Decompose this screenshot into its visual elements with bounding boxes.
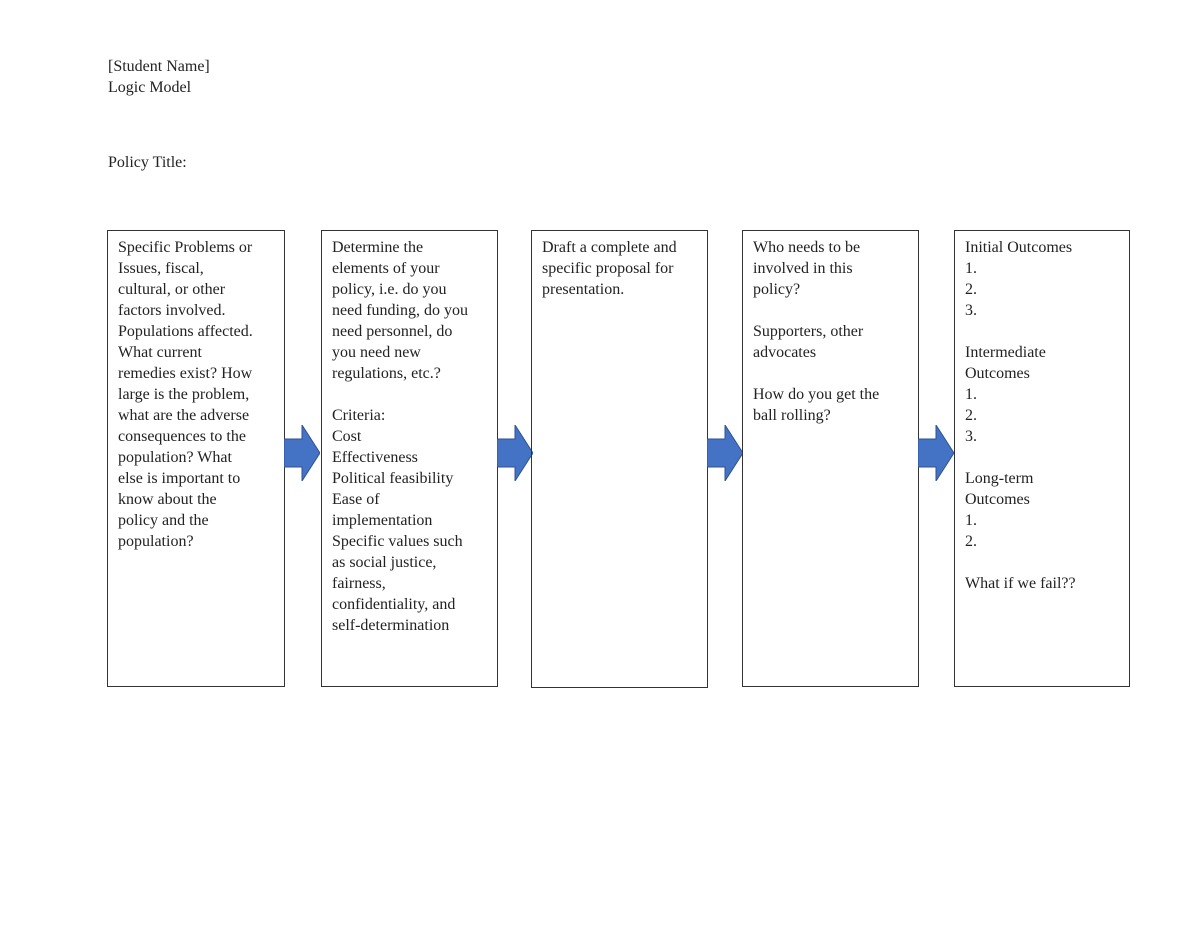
outcomes-line: 1. (965, 512, 977, 529)
elements-line: confidentiality, and (332, 596, 456, 613)
policy-title-label: Policy Title: (108, 154, 187, 171)
stakeholders-line (753, 363, 908, 384)
elements-line: Specific values such (332, 533, 463, 550)
problems-line: know about the (118, 491, 217, 508)
student-name: [Student Name] (108, 58, 210, 75)
stakeholders-box (742, 230, 919, 687)
stakeholders-line: Who needs to be (753, 239, 861, 256)
elements-line (332, 384, 487, 405)
elements-box (321, 230, 498, 687)
elements-line: Political feasibility (332, 470, 454, 487)
elements-line: Effectiveness (332, 449, 418, 466)
problems-line: large is the problem, (118, 386, 250, 403)
problems-line: What current (118, 344, 202, 361)
outcomes-line: 1. (965, 260, 977, 277)
elements-line: regulations, etc.? (332, 365, 441, 382)
elements-line: need funding, do you (332, 302, 468, 319)
outcomes-line (965, 447, 1119, 468)
problems-box (107, 230, 285, 687)
outcomes-box (954, 230, 1130, 687)
elements-line: fairness, (332, 575, 386, 592)
stakeholders-line: ball rolling? (753, 407, 831, 424)
outcomes-line: 3. (965, 302, 977, 319)
elements-line: need personnel, do (332, 323, 453, 340)
stakeholders-line: Supporters, other (753, 323, 864, 340)
problems-line: Issues, fiscal, (118, 260, 204, 277)
problems-line: consequences to the (118, 428, 246, 445)
outcomes-line: Long-term (965, 470, 1034, 487)
elements-line: self-determination (332, 617, 450, 634)
stakeholders-line: policy? (753, 281, 801, 298)
elements-line: Determine the (332, 239, 424, 256)
outcomes-line (965, 321, 1119, 342)
problems-line: policy and the (118, 512, 209, 529)
elements-line: elements of your (332, 260, 440, 277)
problems-line: factors involved. (118, 302, 226, 319)
problems-line: population? What (118, 449, 232, 466)
elements-line: Criteria: (332, 407, 386, 424)
outcomes-line: 2. (965, 533, 977, 550)
outcomes-line: Initial Outcomes (965, 239, 1073, 256)
proposal-line: presentation. (542, 281, 625, 298)
outcomes-line: 2. (965, 281, 977, 298)
elements-line: implementation (332, 512, 433, 529)
problems-line: population? (118, 533, 194, 550)
elements-line: Ease of (332, 491, 380, 508)
stakeholders-line (753, 300, 908, 321)
elements-line: you need new (332, 344, 421, 361)
outcomes-line (965, 552, 1119, 573)
document-title: Logic Model (108, 79, 192, 96)
problems-line: remedies exist? How (118, 365, 253, 382)
flow-arrow-icon (497, 425, 533, 481)
elements-line: Cost (332, 428, 362, 445)
outcomes-line: 1. (965, 386, 977, 403)
elements-line: policy, i.e. do you (332, 281, 447, 298)
problems-line: Populations affected. (118, 323, 253, 340)
flow-arrow-icon (707, 425, 743, 481)
problems-line: what are the adverse (118, 407, 250, 424)
elements-line: as social justice, (332, 554, 437, 571)
flow-arrow-icon (284, 425, 320, 481)
outcomes-line: 3. (965, 428, 977, 445)
stakeholders-line: advocates (753, 344, 817, 361)
outcomes-line: Outcomes (965, 365, 1030, 382)
flow-arrow-icon (918, 425, 954, 481)
proposal-line: specific proposal for (542, 260, 674, 277)
problems-line: cultural, or other (118, 281, 226, 298)
outcomes-line: Intermediate (965, 344, 1046, 361)
outcomes-line: 2. (965, 407, 977, 424)
problems-line: Specific Problems or (118, 239, 253, 256)
outcomes-line: Outcomes (965, 491, 1030, 508)
proposal-box (531, 230, 708, 688)
proposal-line: Draft a complete and (542, 239, 677, 256)
stakeholders-line: How do you get the (753, 386, 880, 403)
stakeholders-line: involved in this (753, 260, 853, 277)
problems-line: else is important to (118, 470, 241, 487)
outcomes-line: What if we fail?? (965, 575, 1076, 592)
